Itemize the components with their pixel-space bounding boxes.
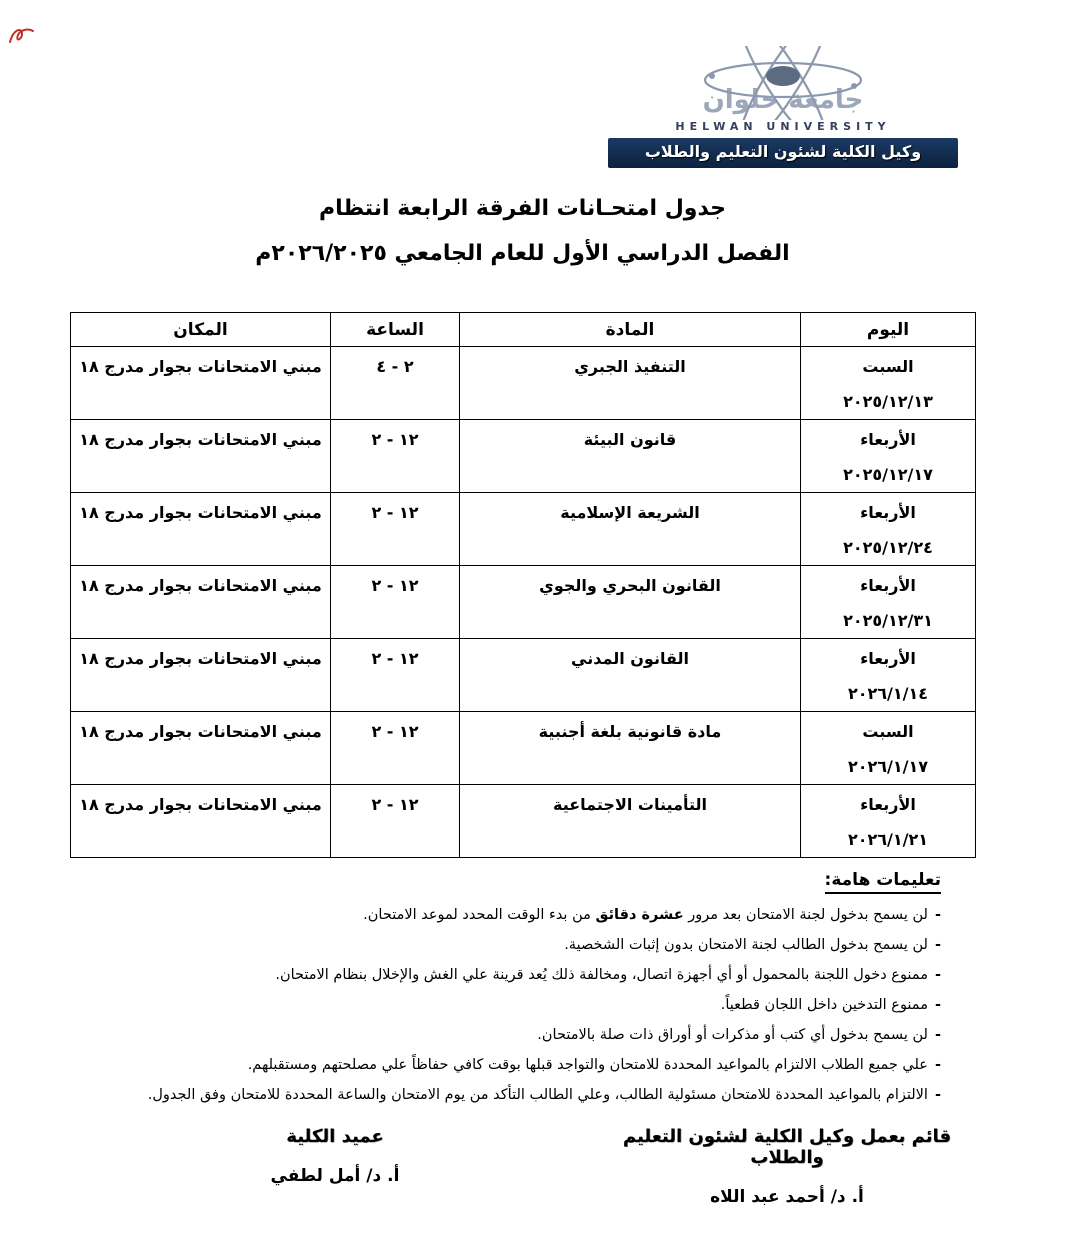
place-cell: مبني الامتحانات بجوار مدرج ١٨ (71, 785, 331, 858)
table-row (71, 785, 976, 858)
exam-schedule-table (70, 312, 976, 858)
time-cell: ١٢ - ٢ (331, 493, 460, 566)
important-instructions-section (129, 870, 941, 1116)
instruction-text: الالتزام بالمواعيد المحددة للامتحان مسئولية الطالب، وعلي الطالب التأكد من يوم الامتحان والساعة المحددة للامتحان وفق الجدول. (147, 1087, 928, 1104)
instruction-item (129, 1026, 941, 1046)
dash-marker: - (934, 1087, 941, 1104)
time-cell: ١٢ - ٢ (331, 639, 460, 712)
day-name: الأربعاء (860, 795, 916, 814)
dash-marker: - (934, 1057, 941, 1074)
day-name: السبت (862, 722, 914, 741)
day-cell (801, 785, 976, 858)
instruction-text: علي جميع الطلاب الالتزام بالمواعيد المحددة للامتحان والتواجد قبلها بوقت كافي حفاظاً علي مصلحتهم ومستقبلهم. (247, 1057, 928, 1074)
time-cell: ٢ - ٤ (331, 347, 460, 420)
place-cell: مبني الامتحانات بجوار مدرج ١٨ (71, 566, 331, 639)
instruction-item (129, 1086, 941, 1106)
place-cell: مبني الامتحانات بجوار مدرج ١٨ (71, 712, 331, 785)
column-header-day: اليوم (801, 313, 976, 347)
dash-marker: - (934, 997, 941, 1014)
day-cell (801, 639, 976, 712)
instruction-text: لن يسمح بدخول لجنة الامتحان بعد مرور (683, 907, 928, 923)
subject-cell: التأمينات الاجتماعية (460, 785, 801, 858)
table-row (71, 347, 976, 420)
day-cell (801, 712, 976, 785)
exam-date: ٢٠٢٥/١٢/١٧ (843, 465, 933, 484)
table-header-row (71, 313, 976, 347)
logo-arabic-name: جامعة حلوان (702, 85, 864, 115)
place-cell: مبني الامتحانات بجوار مدرج ١٨ (71, 347, 331, 420)
instruction-text: ممنوع دخول اللجنة بالمحمول أو أي أجهزة اتصال، ومخالفة ذلك يُعد قرينة علي الغش والإخلال بنظام الامتحان. (275, 967, 928, 984)
dash-marker: - (934, 1027, 941, 1044)
dash-marker: - (934, 907, 941, 923)
subject-cell: قانون البيئة (460, 420, 801, 493)
dash-marker: - (934, 937, 941, 954)
instruction-item (129, 936, 941, 956)
helwan-university-atom-logo-icon (608, 46, 958, 120)
day-name: الأربعاء (860, 649, 916, 668)
exam-date: ٢٠٢٥/١٢/٣١ (843, 611, 933, 630)
signature-title: عميد الكلية (286, 1126, 384, 1147)
logo-english-name: HELWAN UNIVERSITY (675, 120, 891, 133)
day-cell (801, 420, 976, 493)
instruction-bold-text: عشرة دقائق (595, 907, 684, 923)
instructions-heading: تعليمات هامة: (825, 870, 941, 894)
signature-dean (225, 1126, 445, 1186)
column-header-time: الساعة (331, 313, 460, 347)
exam-date: ٢٠٢٥/١٢/٢٤ (843, 538, 933, 557)
exam-date: ٢٠٢٥/١٢/١٣ (843, 392, 933, 411)
instruction-text: ممنوع التدخين داخل اللجان قطعياً. (720, 997, 928, 1014)
instruction-item (129, 966, 941, 986)
subject-cell: القانون المدني (460, 639, 801, 712)
table-row (71, 493, 976, 566)
instruction-item (129, 996, 941, 1016)
column-header-place: المكان (71, 313, 331, 347)
title-line-2: الفصل الدراسي الأول للعام الجامعي ٢٠٢٦/٢٠٢٥م (255, 241, 790, 266)
time-cell: ١٢ - ٢ (331, 420, 460, 493)
university-logo-block (608, 46, 958, 168)
signature-vice-dean (607, 1126, 967, 1207)
place-cell: مبني الامتحانات بجوار مدرج ١٨ (71, 639, 331, 712)
instruction-item (129, 906, 941, 926)
day-cell (801, 493, 976, 566)
time-cell: ١٢ - ٢ (331, 566, 460, 639)
column-header-subject: المادة (460, 313, 801, 347)
instruction-text: من بدء الوقت المحدد لموعد الامتحان. (363, 907, 596, 923)
day-cell (801, 347, 976, 420)
subject-cell: التنفيذ الجبري (460, 347, 801, 420)
instruction-text: لن يسمح بدخول الطالب لجنة الامتحان بدون إثبات الشخصية. (564, 937, 928, 954)
title-line-1: جدول امتحـانات الفرقة الرابعة انتظام (318, 196, 727, 221)
subject-cell: مادة قانونية بلغة أجنبية (460, 712, 801, 785)
day-name: الأربعاء (860, 576, 916, 595)
subject-cell: القانون البحري والجوي (460, 566, 801, 639)
day-name: الأربعاء (860, 430, 916, 449)
subject-cell: الشريعة الإسلامية (460, 493, 801, 566)
time-cell: ١٢ - ٢ (331, 712, 460, 785)
day-name: السبت (862, 357, 914, 376)
signature-name: أ. د/ أمل لطفي (270, 1166, 400, 1186)
signature-title: قائم بعمل وكيل الكلية لشئون التعليم والطلاب (622, 1126, 952, 1168)
dash-marker: - (934, 967, 941, 984)
document-title (70, 186, 975, 276)
table-row (71, 712, 976, 785)
red-pen-mark-icon (6, 22, 40, 48)
table-row (71, 639, 976, 712)
time-cell: ١٢ - ٢ (331, 785, 460, 858)
table-row (71, 566, 976, 639)
signature-name: أ. د/ أحمد عبد اللاه (710, 1187, 864, 1207)
instruction-text: لن يسمح بدخول أي كتب أو مذكرات أو أوراق ذات صلة بالامتحان. (537, 1027, 928, 1044)
vice-dean-banner: وكيل الكلية لشئون التعليم والطلاب (608, 138, 958, 168)
exam-date: ٢٠٢٦/١/٢١ (847, 830, 929, 849)
day-name: الأربعاء (860, 503, 916, 522)
exam-date: ٢٠٢٦/١/١٧ (847, 757, 929, 776)
day-cell (801, 566, 976, 639)
place-cell: مبني الامتحانات بجوار مدرج ١٨ (71, 493, 331, 566)
instruction-item (129, 1056, 941, 1076)
table-row (71, 420, 976, 493)
exam-date: ٢٠٢٦/١/١٤ (847, 684, 929, 703)
place-cell: مبني الامتحانات بجوار مدرج ١٨ (71, 420, 331, 493)
